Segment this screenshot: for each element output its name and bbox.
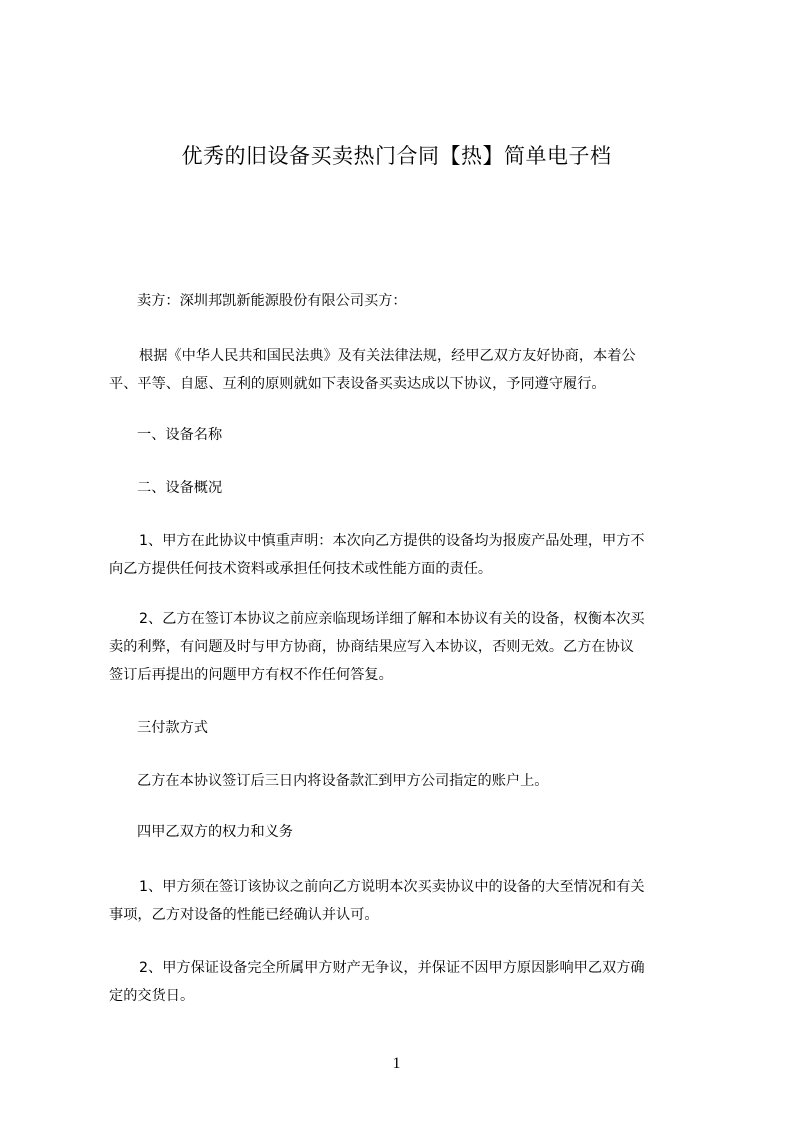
text-line: 平、平等、自愿、互利的原则就如下表设备买卖达成以下协议，予同遵守履行。 [109,376,606,392]
text-line: 签订后再提出的问题甲方有权不作任何答复。 [109,667,393,683]
clause-2-2 [109,605,709,689]
text-line: 事项，乙方对设备的性能已经确认并认可。 [109,907,379,923]
text-line: 乙方在本协议签订后三日内将设备款汇到甲方公司指定的账户上。 [137,773,549,789]
section-heading-1 [109,421,709,449]
text-line: 定的交货日。 [109,988,195,1004]
text-line: 2、甲方保证设备完全所属甲方财产无争议，并保证不因甲方原因影响甲乙双方确 [139,960,645,976]
text-line: 四甲乙双方的权力和义务 [137,824,294,840]
page-number: 1 [392,1055,401,1072]
text-line: 2、乙方在签订本协议之前应亲临现场详细了解和本协议有关的设备，权衡本次买 [139,611,645,627]
text-line: 二、设备概况 [137,480,223,496]
text-line: 根据《中华人民共和国民法典》及有关法律法规，经甲乙双方友好协商，本着公 [139,348,636,364]
text-line: 向乙方提供任何技术资料或承担任何技术或性能方面的责任。 [109,561,493,577]
section-heading-4 [109,818,709,846]
section-heading-3 [109,714,709,742]
clause-4-1 [109,873,709,929]
clause-2-1 [109,527,709,583]
text-line: 卖的利弊，有问题及时与甲方协商，协商结果应写入本协议，否则无效。乙方在协议 [109,639,634,655]
text-line: 1、甲方在此协议中慎重声明：本次向乙方提供的设备均为报废产品处理，甲方不 [139,533,645,549]
clause-4-2 [109,954,709,1010]
preamble-paragraph [109,342,709,398]
section-heading-2 [109,474,709,502]
document-title: 优秀的旧设备买卖热门合同【热】简单电子档 [181,144,612,168]
payment-clause [109,767,709,795]
text-line: 1、甲方须在签订该协议之前向乙方说明本次买卖协议中的设备的大至情况和有关 [139,879,645,895]
text-line: 三付款方式 [137,720,208,736]
text-line: 一、设备名称 [137,427,223,443]
seller-buyer-line [109,287,709,315]
text-line: 卖方：深圳邦凯新能源股份有限公司买方： [137,293,407,309]
